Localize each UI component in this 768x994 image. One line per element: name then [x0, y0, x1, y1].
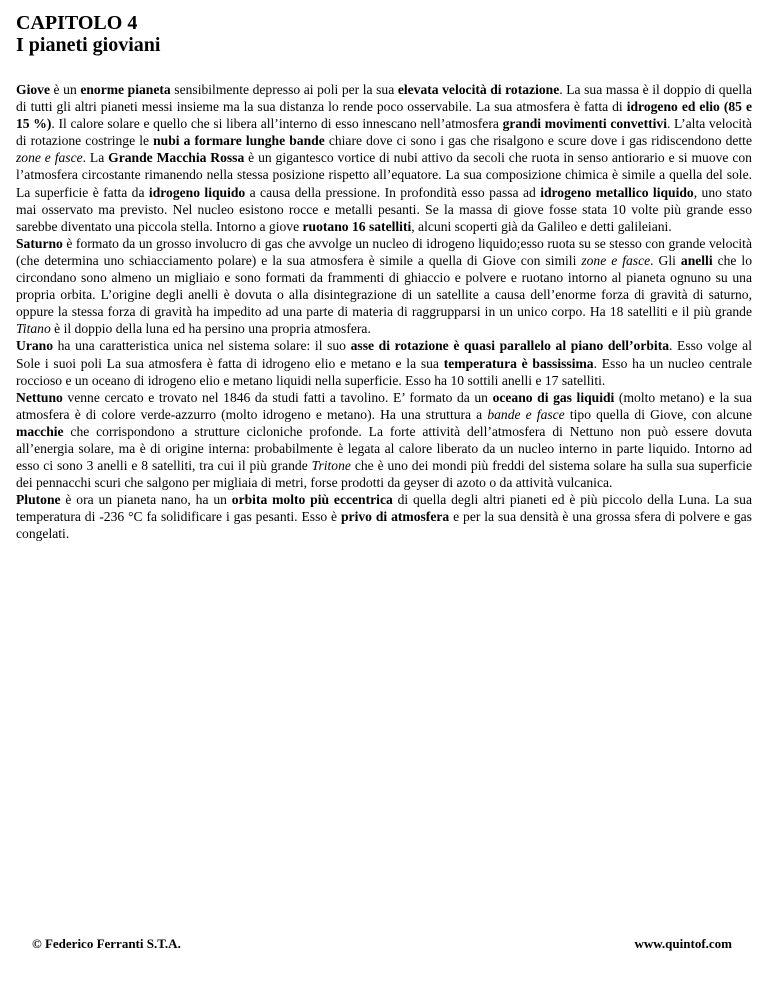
text-run: venne cercato e trovato nel 1846 da studi fatti a tavolino. E’ formato da un [62, 389, 493, 405]
bold-term: oceano di gas liquidi [492, 389, 615, 405]
text-run: chiare dove ci sono i gas che risalgono e scure dove i gas ridiscendono dette [324, 133, 752, 149]
text-run: . Il calore solare e quello che si libera all’interno di esso innescano nell’atmosfera [51, 116, 503, 132]
footer-copyright: © Federico Ferranti S.T.A. [32, 936, 181, 951]
text-run: che corrispondono a strutture cicloniche profonde. La forte attività dell’atmosfera di Nettuno non può essere dovuta all’energia solare, ma è di origine interna: probabilmente è legata al calore liberato da un nucleo interno in parte liquido. Intorno ad esso ci sono 3 anelli e 8 satelliti, tra cui il più grande [16, 423, 752, 474]
chapter-number: CAPITOLO 4 [16, 12, 138, 34]
bold-term: Saturno [16, 235, 63, 251]
text-run: che è uno dei mondi più freddi del sistema solare ha sulla sua superficie dei pennacchi scuri che salgono per migliaia di metri, forse prodotti da geyser di azoto o da attività vulcanica. [16, 458, 752, 491]
bold-term: orbita molto più eccentrica [231, 492, 393, 508]
bold-term: temperatura è bassissima [443, 355, 594, 371]
para-nettuno [16, 389, 752, 492]
text-run: , alcuni scoperti già da Galileo e detti galileiani. [411, 218, 672, 234]
text-run: sensibilmente depresso ai poli per la sua [170, 82, 398, 97]
text-run: è il doppio della luna ed ha persino una propria atmosfera. [50, 321, 371, 337]
text-run: è ora un pianeta nano, ha un [60, 492, 232, 508]
text-run: è formato da un grosso involucro di gas che avvolge un nucleo di idrogeno liquido;esso ruota su se stesso con grande velocità (che determina uno schiacciamento polare) e la sua atmosfera è simile a quella di Giove con simili [16, 235, 752, 268]
text-run: e per la sua densità è una grossa sfera di polvere e gas congelati. [16, 509, 752, 542]
para-plutone [16, 491, 752, 542]
text-run: è un gigantesco vortice di nubi attivo da secoli che ruota in senso antiorario e si muove con l’atmosfera circostante rimanendo nella stessa posizione rispetto all’equatore. La sua composizione chimica è simile a quella del sole. La superficie è fatta da [16, 150, 752, 200]
italic-term: zone e fasce [16, 150, 83, 166]
text-run: è un [49, 82, 81, 97]
bold-term: grandi movimenti convettivi [502, 116, 667, 132]
italic-term: Tritone [311, 458, 351, 474]
para-saturno [16, 235, 752, 338]
bold-term: enorme pianeta [80, 82, 171, 97]
text-run: , uno stato mai osservato ma previsto. Nel nucleo esistono rocce e metalli pesanti. Se la massa di giove fosse stata 10 volte più grande esso sarebbe diventato una piccola stella. Intorno a giove [16, 184, 752, 234]
bold-term: privo di atmosfera [340, 509, 450, 525]
text-run: (molto metano) e la sua atmosfera è di colore verde-azzurro (molto idrogeno e metano). Ha una struttura a [16, 389, 752, 422]
text-run: . Esso volge al Sole i suoi poli La sua atmosfera è fatta di idrogeno elio e metano e la sua [16, 338, 752, 371]
italic-term: bande e fasce [487, 406, 565, 422]
body-text [16, 81, 752, 543]
bold-term: asse di rotazione è quasi parallelo al piano dell’orbita [350, 338, 670, 354]
bold-term: ruotano 16 satelliti [302, 218, 412, 234]
text-run: che lo circondano sono almeno un migliaio e sono formati da frammenti di ghiaccio e polvere e ruotano intorno al pianeta ognuno su una propria orbita. L’origine degli anelli è dovuta o alla disintegrazione di un satellite a causa dell’enorme forza di gravità di saturno, oppure la stessa forza di gravità ha impedito ad una parte di materia di raggrupparsi in un unico corpo. Ha 18 satelliti e il più grande [16, 252, 752, 320]
bold-term: Urano [16, 338, 54, 354]
bold-term: idrogeno metallico liquido [540, 184, 694, 200]
text-run: a causa della pressione. In profondità esso passa ad [245, 184, 541, 200]
footer-website: www.quintof.com [634, 936, 732, 951]
bold-term: Grande Macchia Rossa [108, 150, 245, 166]
bold-term: Plutone [16, 492, 61, 508]
bold-term: elevata velocità di rotazione [397, 82, 560, 97]
italic-term: zone e fasce [581, 252, 651, 268]
text-run: . Gli [650, 252, 681, 268]
bold-term: idrogeno liquido [148, 184, 246, 200]
text-run: tipo quella di Giove, con alcune [564, 406, 753, 422]
text-run: di quella degli altri pianeti ed è più piccolo della Luna. La sua temperatura di -236 °C fa solidificare i gas pesanti. Esso è [16, 492, 753, 525]
bold-term: nubi a formare lunghe bande [153, 133, 325, 149]
bold-term: idrogeno ed elio (85 e 15 %) [16, 99, 752, 132]
text-run: . L’alta velocità di rotazione costringe le [16, 116, 752, 149]
bold-term: macchie [16, 423, 64, 439]
chapter-header [16, 12, 752, 56]
para-urano [16, 337, 752, 388]
text-run: ha una caratteristica unica nel sistema solare: il suo [53, 338, 351, 354]
bold-term: anelli [680, 252, 713, 268]
para-giove [16, 81, 752, 235]
bold-term: Nettuno [16, 389, 63, 405]
chapter-title: I pianeti gioviani [16, 34, 161, 56]
text-run: . La [82, 150, 109, 166]
page-footer [32, 936, 732, 952]
italic-term: Titano [16, 321, 51, 337]
bold-term: Giove [16, 82, 50, 97]
text-run: . Esso ha un nucleo centrale roccioso e un oceano di idrogeno elio e metano liquidi nella superficie. Esso ha 10 sottili anelli e 17 satelliti. [16, 355, 753, 388]
text-run: . La sua massa è il doppio di quella di tutti gli altri pianeti messi insieme ma la sua distanza lo rende poco osservabile. La sua atmosfera è fatta di [16, 82, 752, 115]
